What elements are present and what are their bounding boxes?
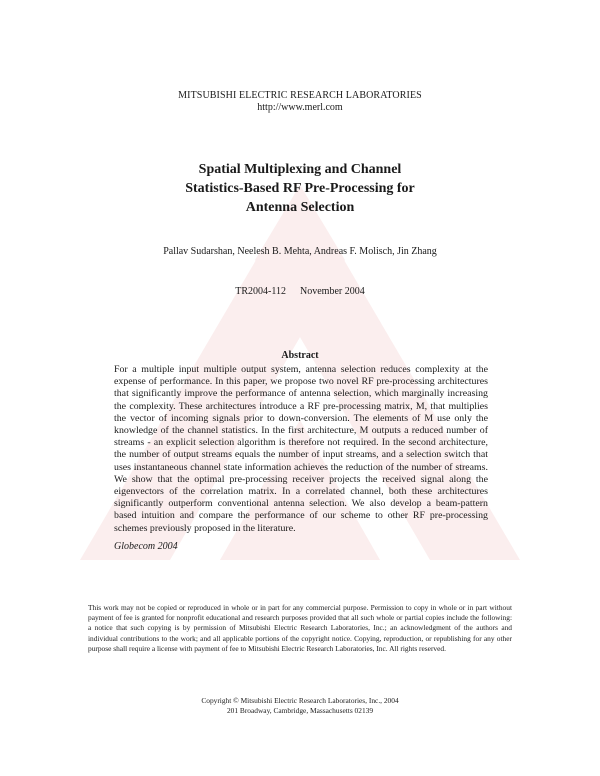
address-line: 201 Broadway, Cambridge, Massachusetts 02139 [226, 706, 374, 715]
paper-title [0, 160, 600, 217]
author-list: Pallav Sudarshan, Neelesh B. Mehta, Andreas F. Molisch, Jin Zhang [163, 246, 437, 257]
lab-url[interactable]: http://www.merl.com [257, 102, 343, 113]
report-date: November 2004 [300, 286, 365, 297]
copyright-notice: This work may not be copied or reproduced in whole or in part for any commercial purpose. Permission to copy in whole or in part without payment of fee is granted for nonprofit educational and research purposes provided that all such whole or partial copies include the following: a notice that such copying is by permission of Mitsubishi Electric Research Laboratories, Inc.; an acknowledgment of the authors and individual contributions to the work; and all applicable portions of the copyright notice. Copying, reproduction, or republishing for any other purpose shall require a license with payment of fee to Mitsubishi Electric Research Laboratories, Inc. All rights reserved. [88, 603, 512, 653]
title-line: Statistics-Based RF Pre-Processing for [185, 181, 415, 196]
title-line: Spatial Multiplexing and Channel [198, 162, 402, 177]
title-line: Antenna Selection [245, 200, 355, 215]
abstract-text: For a multiple input multiple output system, antenna selection reduces complexity at the expense of performance. In this paper, we propose two novel RF pre-processing architectures that significantly improve the performance of antenna selection, which marginally increasing the complexity. These architectures introduce a RF pre-processing matrix, M, that multiplies the vector of incoming signals prior to down-conversion. The elements of M use only the knowledge of the channel statistics. In the first architecture, M outputs a reduced number of streams - an explicit selection algorithm is therefore not required. In the second architecture, the number of output streams equals the number of input streams, and a selection switch that uses instantaneous channel state information achieves the reduction of the number of streams. We show that the optimal pre-processing receiver projects the received signal along the eigenvectors of the correlation matrix. In a correlated channel, both these architectures significantly outperform conventional antenna selection. We also develop a beam-pattern based intuition and compare the performance of our scheme to other RF pre-processing schemes previously proposed in the literature. [114, 364, 488, 534]
venue: Globecom 2004 [114, 541, 178, 552]
report-number: TR2004-112 [235, 286, 287, 297]
copyright-line: Copyright © Mitsubishi Electric Research Laboratories, Inc., 2004 [201, 696, 399, 705]
lab-name: MITSUBISHI ELECTRIC RESEARCH LABORATORIES [178, 90, 422, 101]
copyright-block [0, 696, 600, 716]
report-info [0, 286, 600, 298]
abstract-heading: Abstract [281, 350, 319, 361]
